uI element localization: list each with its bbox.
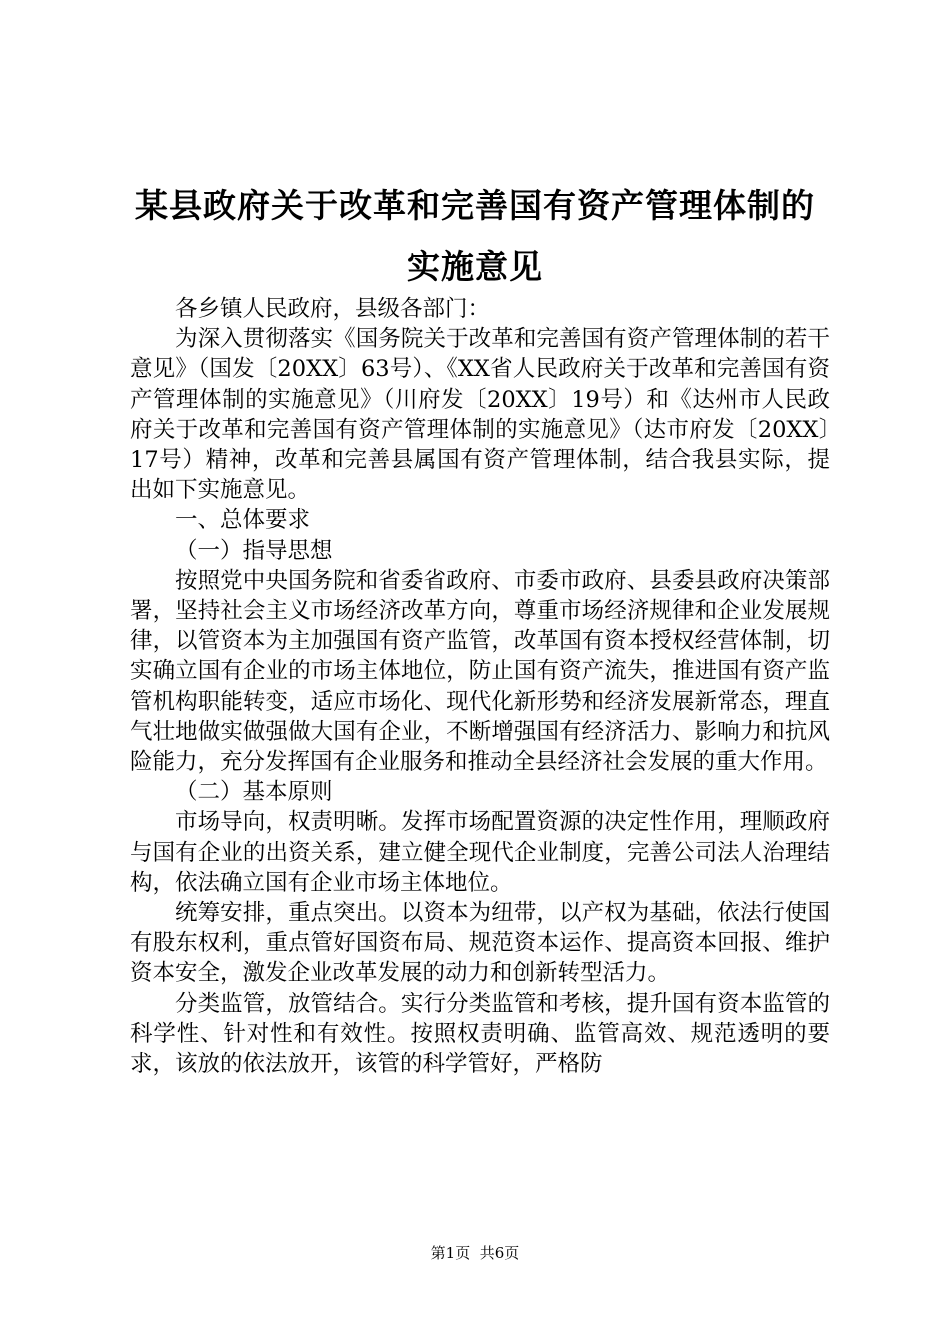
paragraph: 分类监管，放管结合。实行分类监管和考核，提升国有资本监管的科学性、针对性和有效性。按照权责明确、监管高效、规范透明的要求，该放的依法放开，该管的科学管好，严格防 xyxy=(130,990,830,1078)
subsection-heading: （一）指导思想 xyxy=(175,537,333,564)
section-heading: 一、总体要求 xyxy=(175,507,311,534)
page-number: 第1页 xyxy=(430,1244,471,1262)
paragraph: 按照党中央国务院和省委省政府、市委市政府、县委县政府决策部署，坚持社会主义市场经济改革方向，尊重市场经济规律和企业发展规律，以管资本为主加强国有资产监管，改革国有资本授权经营体制，切实确立国有企业的市场主体地位，防止国有资产流失，推进国有资产监管机构职能转变，适应市场化、现代化新形势和经济发展新常态，理直气壮地做实做强做大国有企业，不断增强国有经济活力、影响力和抗风险能力，充分发挥国有企业服务和推动全县经济社会发展的重大作用。 xyxy=(130,567,830,776)
page-footer xyxy=(0,1243,950,1263)
paragraph-intro: 为深入贯彻落实《国务院关于改革和完善国有资产管理体制的若干意见》（国发〔20XX〕63号）、《XX省人民政府关于改革和完善国有资产管理体制的实施意见》（川府发〔20XX〕19号）和《达州市人民政府关于改革和完善国有资产管理体制的实施意见》（达市府发〔20XX〕17号）精神，改革和完善县属国有资产管理体制，结合我县实际，提出如下实施意见。 xyxy=(130,326,830,504)
document-body xyxy=(130,294,830,1079)
subsection-heading: （二）基本原则 xyxy=(175,779,333,806)
paragraph: 市场导向，权责明晰。发挥市场配置资源的决定性作用，理顺政府与国有企业的出资关系，建立健全现代企业制度，完善公司法人治理结构，依法确立国有企业市场主体地位。 xyxy=(130,809,830,896)
page-total: 共6页 xyxy=(479,1244,520,1262)
document-title-line-1: 某县政府关于改革和完善国有资产管理体制的 xyxy=(135,186,815,225)
footer-separator xyxy=(470,1244,480,1262)
paragraph: 统筹安排，重点突出。以资本为纽带，以产权为基础，依法行使国有股东权利，重点管好国资布局、规范资本运作、提高资本回报、维护资本安全，激发企业改革发展的动力和创新转型活力。 xyxy=(130,900,830,987)
document-title-line-2: 实施意见 xyxy=(407,247,543,286)
salutation: 各乡镇人民政府，县级各部门： xyxy=(175,296,491,322)
